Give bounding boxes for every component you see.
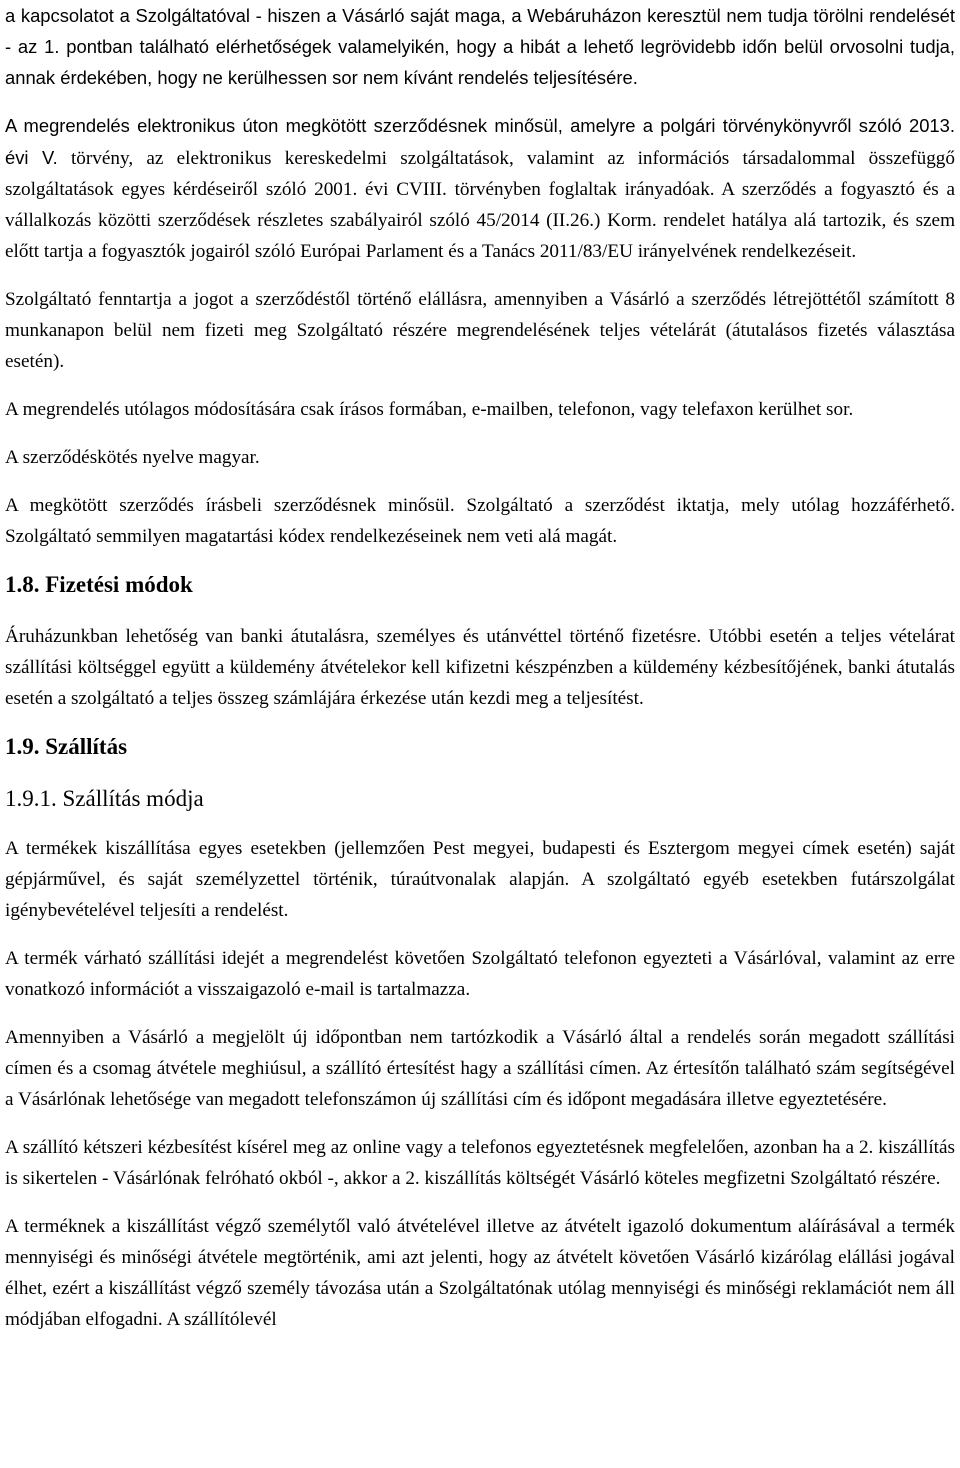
shipping-failure-paragraph: Amennyiben a Vásárló a megjelölt új időpontban nem tartózkodik a Vásárló által a rendelés során megadott szállítási címen és a csomag átvétele meghiúsul, a szállító értesítést hagy a szállítási címen. Az értesítőn található szám segítségével a Vásárlónak lehetősége van megadott telefonszámon új szállítási cím és időpont megadására illetve egyeztetésére. [5, 1027, 955, 1110]
language-paragraph: A szerződéskötés nyelve magyar. [5, 447, 260, 468]
payment-paragraph: Áruházunkban lehetőség van banki átutalásra, személyes és utánvéttel történő fizetésre. Utóbbi esetén a teljes vételárat szállítási költséggel együtt a küldemény átvételekor kell kifizetni készpénzben a küldemény kézbesítőjének, banki átutalás esetén a szolgáltató a teljes összeg számlájára érkezése után kezdi meg a teljesítést. [5, 626, 955, 709]
shipping-time-paragraph: A termék várható szállítási idejét a megrendelést követően Szolgáltató telefonon egyezteti a Vásárlóval, valamint az erre vonatkozó információt a visszaigazoló e-mail is tartalmazza. [5, 948, 955, 1000]
shipping-heading: 1.9. Szállítás [5, 734, 128, 759]
contract-paragraph-sans-part: A megrendelés elektronikus úton megkötött szerződésnek minősül, amelyre a polgári törvénykönyvről szóló 2013. évi V. [5, 115, 955, 168]
document-page [5, 0, 955, 1352]
modification-paragraph: A megrendelés utólagos módosítására csak írásos formában, e-mailben, telefonon, vagy telefaxon kerülhet sor. [5, 399, 854, 420]
shipping-mode-heading: 1.9.1. Szállítás módja [5, 786, 204, 811]
shipping-mode-paragraph: A termékek kiszállítása egyes esetekben (jellemzően Pest megyei, budapesti és Esztergom megyei címek esetén) saját gépjárművel, és saját személyzettel történik, túraútvonalak alapján. A szolgáltató egyéb esetekben futárszolgálat igénybevételével teljesíti a rendelést. [5, 838, 955, 921]
shipping-receipt-paragraph: A terméknek a kiszállítást végző személytől való átvételével illetve az átvételt igazoló dokumentum aláírásával a termék mennyiségi és minőségi átvétele megtörténik, ami azt jelenti, hogy az átvételt követően Vásárló kizárólag elállási jogával élhet, ezért a kiszállítást végző személy távozása után a Szolgáltatónak utólag mennyiségi és minőségi reklamációt nem áll módjában elfogadni. A szállítólevél [5, 1216, 955, 1330]
shipping-second-attempt-paragraph: A szállító kétszeri kézbesítést kísérel meg az online vagy a telefonos egyeztetésnek megfelelően, azonban ha a 2. kiszállítás is sikertelen - Vásárlónak felróható okból -, akkor a 2. kiszállítás költségét Vásárló köteles megfizetni Szolgáltató részére. [5, 1137, 955, 1189]
written-contract-paragraph: A megkötött szerződés írásbeli szerződésnek minősül. Szolgáltató a szerződést iktatja, mely utólag hozzáférhető. Szolgáltató semmilyen magatartási kódex rendelkezéseinek nem veti alá magát. [5, 495, 955, 547]
contract-paragraph-serif-part: törvény, az elektronikus kereskedelmi szolgáltatások, valamint az információs társadalommal összefüggő szolgáltatások egyes kérdéseiről szóló 2001. évi CVIII. törvényben foglaltak irányadóak. A szerződés a fogyasztó és a vállalkozás közötti szerződések részletes szabályairól szóló 45/2014 (II.26.) Korm. rendelet hatálya alá tartozik, és szem előtt tartja a fogyasztók jogairól szóló Európai Parlament és a Tanács 2011/83/EU irányelvének rendelkezéseit. [5, 148, 955, 262]
intro-paragraph: a kapcsolatot a Szolgáltatóval - hiszen a Vásárló saját maga, a Webáruházon keresztül nem tudja törölni rendelését - az 1. pontban található elérhetőségek valamelyikén, hogy a hibát a lehető legrövidebb időn belül orvosolni tudja, annak érdekében, hogy ne kerülhessen sor nem kívánt rendelés teljesítésére. [5, 5, 955, 88]
withdrawal-paragraph: Szolgáltató fenntartja a jogot a szerződéstől történő elállásra, amennyiben a Vásárló a szerződés létrejöttétől számított 8 munkanapon belül nem fizeti meg Szolgáltató részére megrendelésének teljes vételárát (átutalásos fizetés választása esetén). [5, 289, 955, 372]
contract-paragraph [5, 110, 955, 267]
payment-heading: 1.8. Fizetési módok [5, 572, 193, 597]
